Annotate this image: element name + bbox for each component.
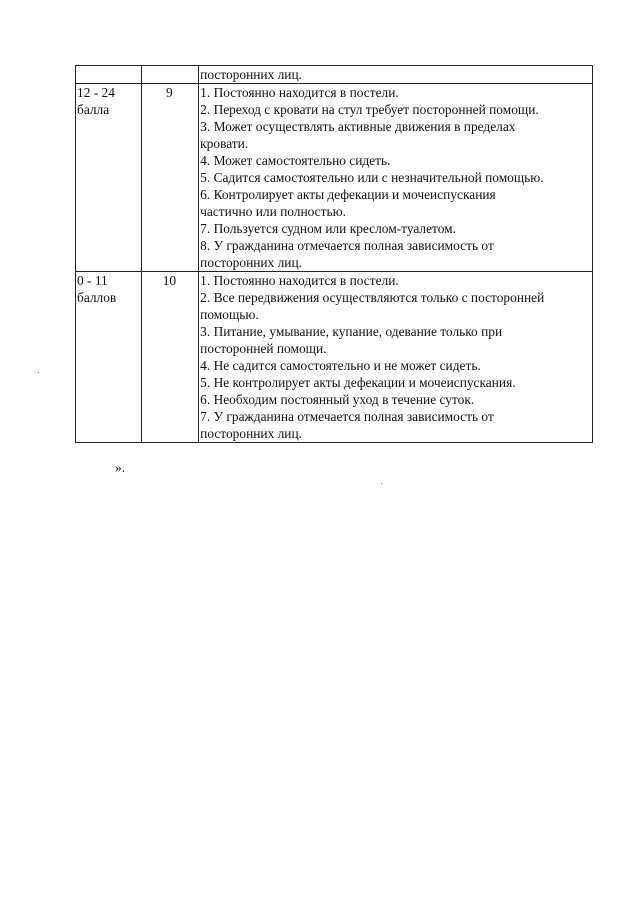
description-line: 2. Переход с кровати на стул требует посторонней помощи. — [200, 102, 539, 117]
description-line: помощью. — [200, 307, 259, 322]
description-line: 3. Может осуществлять активные движения в пределах — [200, 119, 516, 134]
description-line: 7. У гражданина отмечается полная зависимость от — [200, 409, 494, 424]
table-row — [76, 84, 593, 272]
description-line: посторонних лиц. — [200, 67, 302, 82]
description-line: 6. Контролирует акты дефекации и мочеиспускания — [200, 187, 496, 202]
closing-quote-mark: ». — [115, 460, 126, 475]
description-line: 5. Не контролирует акты дефекации и мочеиспускания. — [200, 375, 516, 390]
description-line: 4. Может самостоятельно сидеть. — [200, 153, 391, 168]
table-row — [76, 272, 593, 443]
description-line: 3. Питание, умывание, купание, одевание только при — [200, 324, 503, 339]
description-line: посторонних лиц. — [200, 255, 302, 270]
score-range-cell — [76, 272, 142, 443]
description-line: 7. Пользуется судном или креслом-туалетом. — [200, 221, 456, 236]
score-range-unit: балла — [77, 102, 110, 117]
description-cell — [199, 84, 593, 272]
group-cell: 10 — [141, 272, 199, 443]
score-range-cell — [76, 84, 142, 272]
description-line: 4. Не садится самостоятельно и не может сидеть. — [200, 358, 481, 373]
table-row — [76, 66, 593, 84]
description-line: 2. Все передвижения осуществляются только с посторонней — [200, 290, 545, 305]
description-line: 8. У гражданина отмечается полная зависимость от — [200, 238, 494, 253]
description-line: частично или полностью. — [200, 204, 346, 219]
scan-speck — [38, 372, 39, 373]
group-cell — [141, 66, 199, 84]
description-line: посторонней помощи. — [200, 341, 327, 356]
criteria-table — [75, 65, 593, 443]
group-cell: 9 — [141, 84, 199, 272]
range-text: 12 - 24 — [77, 85, 115, 100]
scan-speck — [381, 483, 382, 484]
score-range-line — [77, 84, 139, 101]
description-line: 1. Постоянно находится в постели. — [200, 273, 399, 288]
description-line: 5. Садится самостоятельно или с незначительной помощью. — [200, 170, 544, 185]
description-cell — [199, 66, 593, 84]
description-line: кровати. — [200, 136, 249, 151]
description-line: посторонних лиц. — [200, 426, 302, 441]
score-range-cell — [76, 66, 142, 84]
description-line: 1. Постоянно находится в постели. — [200, 85, 399, 100]
score-range-line: 0 - 11 — [77, 273, 108, 288]
description-cell — [199, 272, 593, 443]
score-range-unit: баллов — [77, 290, 117, 305]
description-line: 6. Необходим постоянный уход в течение суток. — [200, 392, 475, 407]
